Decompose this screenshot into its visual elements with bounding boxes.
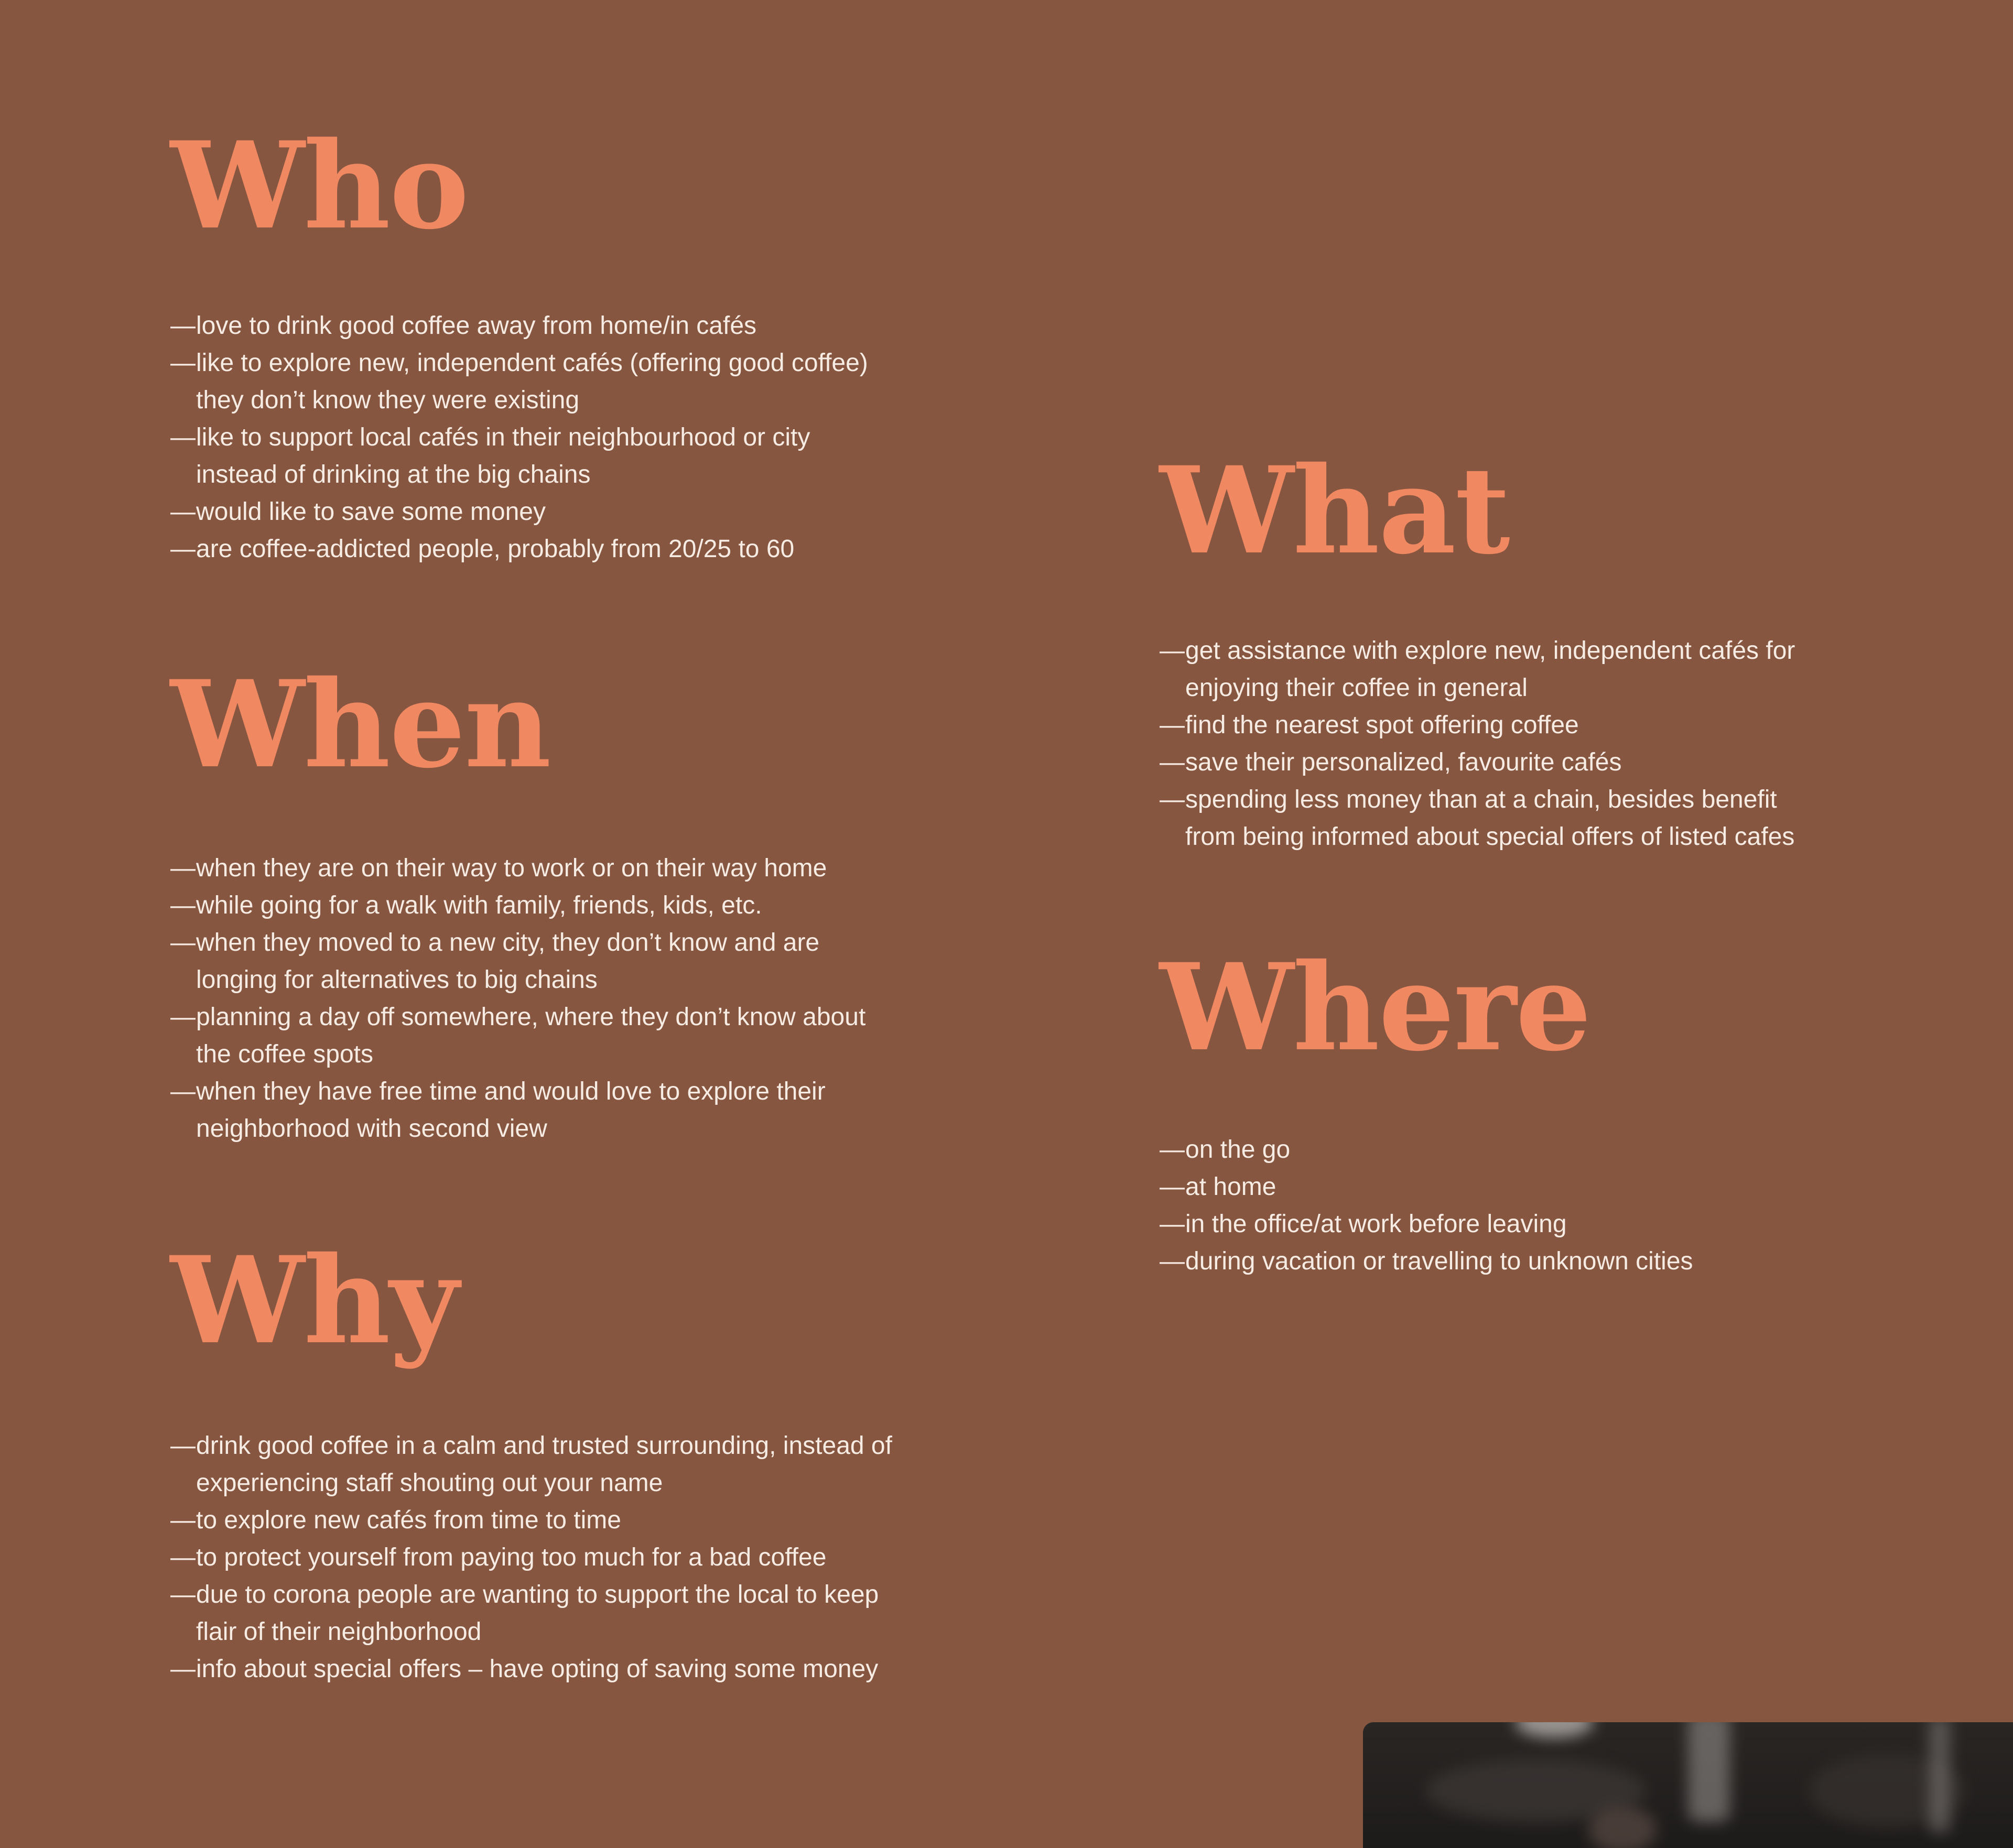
list-item (1160, 1168, 1693, 1205)
list-item (170, 419, 868, 493)
list-item (170, 887, 865, 924)
list-item (1160, 1205, 1693, 1243)
when-section (170, 654, 866, 1147)
dash-bullet: — (170, 423, 196, 451)
where-list (1160, 1131, 1693, 1280)
what-section (1160, 440, 1795, 855)
list-item (170, 1650, 892, 1688)
list-item (170, 1539, 892, 1576)
list-item-text: in the office/at work before leaving (1185, 1210, 1567, 1238)
what-heading: What (1160, 440, 1509, 581)
dash-bullet: — (170, 1003, 196, 1031)
list-item-text: enjoying their coffee in general (1185, 674, 1528, 702)
dash-bullet: — (170, 1655, 196, 1683)
list-item-text: would like to save some money (196, 498, 546, 526)
dash-bullet: — (170, 1078, 196, 1105)
when-heading: When (170, 654, 550, 795)
list-item-text: during vacation or travelling to unknown cities (1185, 1247, 1693, 1275)
list-item-text: like to support local cafés in their neighbourhood or city (196, 423, 810, 451)
list-item-text: from being informed about special offers of listed cafes (1185, 823, 1795, 851)
dash-bullet: — (170, 892, 196, 919)
photo-light-highlight (1515, 1722, 1594, 1738)
dash-bullet: — (1160, 1136, 1185, 1164)
dash-bullet: — (170, 1543, 196, 1571)
list-item-text: spending less money than at a chain, besides benefit (1185, 786, 1777, 813)
list-item (170, 1427, 892, 1502)
list-item (170, 493, 868, 530)
list-item-text: drink good coffee in a calm and trusted surrounding, instead of (196, 1432, 892, 1460)
list-item-text: love to drink good coffee away from home/in cafés (196, 312, 757, 340)
dash-bullet: — (170, 535, 196, 563)
list-item-text: the coffee spots (196, 1040, 374, 1068)
list-item-text: to explore new cafés from time to time (196, 1506, 621, 1534)
list-item-text: when they moved to a new city, they don’t know and are (196, 929, 820, 956)
list-item-text: to protect yourself from paying too much for a bad coffee (196, 1543, 827, 1571)
list-item (170, 1073, 865, 1147)
dash-bullet: — (170, 498, 196, 526)
dash-bullet: — (170, 1506, 196, 1534)
list-item (170, 1576, 892, 1650)
dash-bullet: — (1160, 637, 1185, 665)
list-item-text: on the go (1185, 1136, 1291, 1164)
dash-bullet: — (1160, 1173, 1185, 1201)
list-item (170, 1502, 892, 1539)
dash-bullet: — (170, 929, 196, 956)
list-item (1160, 706, 1795, 744)
when-list (170, 850, 865, 1147)
who-heading: Who (170, 115, 468, 256)
why-heading: Why (170, 1230, 458, 1371)
what-list (1160, 632, 1795, 855)
list-item-text: they don’t know they were existing (196, 386, 580, 414)
where-section (1160, 937, 1693, 1280)
dash-bullet: — (170, 312, 196, 340)
photo-light-highlight (1688, 1722, 1730, 1822)
list-item-text: neighborhood with second view (196, 1115, 547, 1143)
list-item (1160, 781, 1795, 855)
list-item-text: experiencing staff shouting out your name (196, 1469, 663, 1497)
list-item (1160, 1243, 1693, 1280)
list-item-text: when they are on their way to work or on their way home (196, 854, 827, 882)
list-item (1160, 1131, 1693, 1168)
photo-cup-shape (1588, 1806, 1657, 1848)
list-item-text: flair of their neighborhood (196, 1618, 482, 1646)
why-section (170, 1230, 892, 1688)
list-item-text: longing for alternatives to big chains (196, 966, 598, 994)
list-item-text: at home (1185, 1173, 1276, 1201)
list-item (170, 344, 868, 419)
where-heading: Where (1160, 937, 1591, 1078)
dash-bullet: — (1160, 1210, 1185, 1238)
list-item (1160, 744, 1795, 781)
list-item-text: info about special offers – have opting of saving some money (196, 1655, 879, 1683)
dash-bullet: — (1160, 748, 1185, 776)
list-item-text: save their personalized, favourite cafés (1185, 748, 1622, 776)
list-item (170, 850, 865, 887)
list-item-text: like to explore new, independent cafés (offering good coffee) (196, 349, 868, 377)
dash-bullet: — (170, 1432, 196, 1460)
list-item (170, 307, 868, 344)
list-item-text: are coffee-addicted people, probably from 20/25 to 60 (196, 535, 795, 563)
why-list (170, 1427, 892, 1688)
list-item-text: instead of drinking at the big chains (196, 461, 591, 488)
list-item (170, 998, 865, 1073)
list-item (170, 530, 868, 568)
photo-light-highlight (1929, 1722, 1950, 1832)
list-item-text: get assistance with explore new, independent cafés for (1185, 637, 1795, 665)
dash-bullet: — (170, 854, 196, 882)
dash-bullet: — (1160, 1247, 1185, 1275)
list-item-text: while going for a walk with family, friends, kids, etc. (196, 892, 762, 919)
who-section (170, 115, 868, 568)
dash-bullet: — (1160, 786, 1185, 813)
who-list (170, 307, 868, 568)
dash-bullet: — (1160, 711, 1185, 739)
list-item (1160, 632, 1795, 706)
list-item-text: find the nearest spot offering coffee (1185, 711, 1579, 739)
list-item-text: planning a day off somewhere, where they don’t know about (196, 1003, 866, 1031)
list-item-text: when they have free time and would love to explore their (196, 1078, 826, 1105)
dash-bullet: — (170, 1581, 196, 1608)
list-item (170, 924, 865, 998)
list-item-text: due to corona people are wanting to support the local to keep (196, 1581, 879, 1608)
coffee-bar-photo (1363, 1722, 2013, 1848)
dash-bullet: — (170, 349, 196, 377)
